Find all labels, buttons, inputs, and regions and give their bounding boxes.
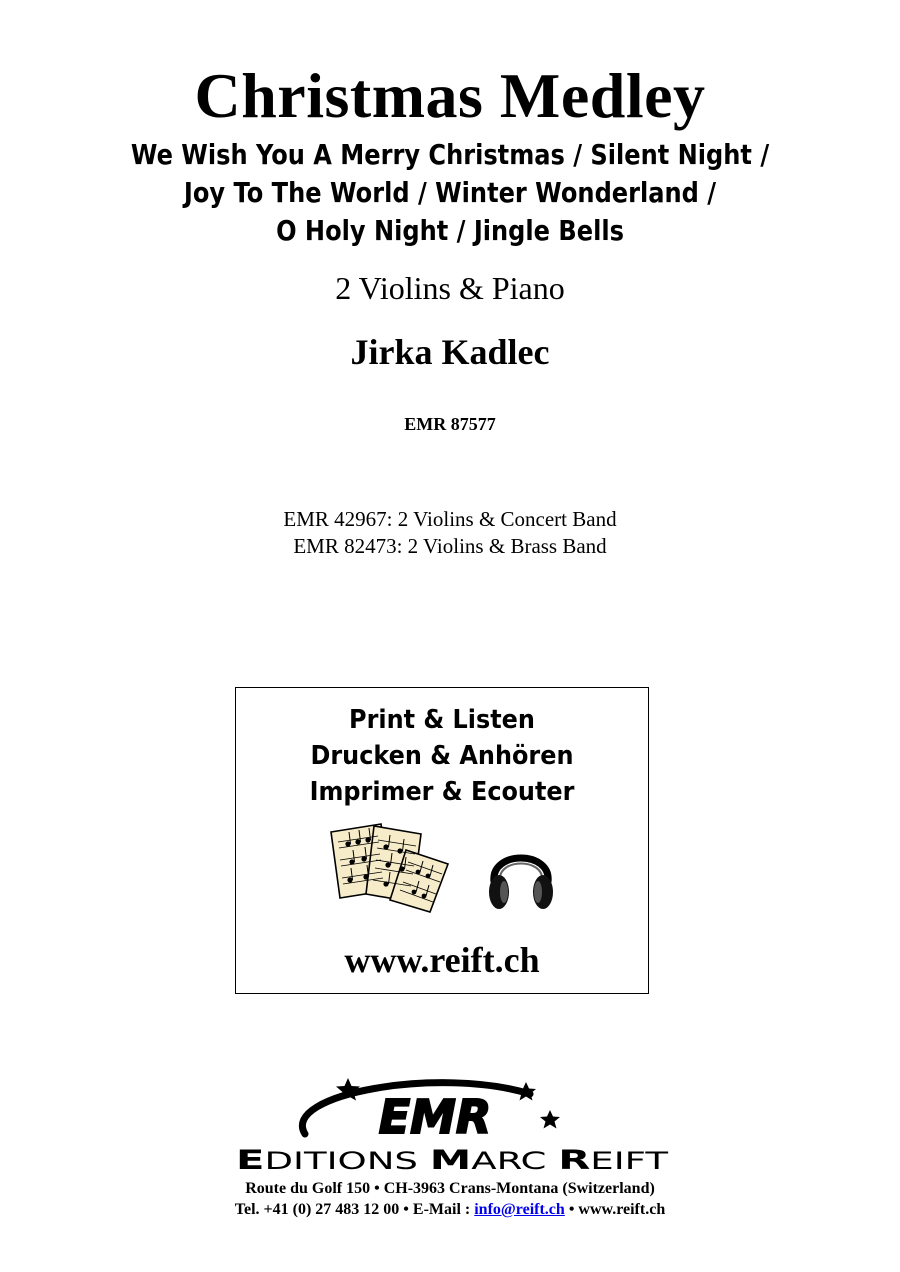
publisher-contact — [0, 1178, 900, 1220]
publisher-address: Route du Golf 150 • CH-3963 Crans-Montana (Switzerland) — [245, 1180, 655, 1197]
sheet-music-icon — [326, 820, 456, 915]
phone-text: Tel. +41 (0) 27 483 12 00 • E-Mail : — [234, 1201, 475, 1218]
subtitle-line: We Wish You A Merry Christmas / Silent Night / — [130, 138, 770, 171]
publisher-name: E DITIONS M ARC R EIFT — [236, 1145, 641, 1172]
medley-subtitle — [63, 136, 837, 250]
promo-line: Print & Listen — [349, 705, 535, 735]
version-line: EMR 82473: 2 Violins & Brass Band — [293, 534, 607, 558]
promo-lines — [252, 702, 631, 810]
headphones-icon — [486, 836, 556, 916]
promo-line: Drucken & Anhören — [310, 741, 574, 771]
website-url[interactable]: www.reift.ch — [344, 940, 540, 980]
contact-line — [0, 1199, 900, 1220]
catalog-number: EMR 87577 — [404, 414, 496, 434]
logo-text: EMR — [378, 1090, 492, 1144]
subtitle-line: Joy To The World / Winter Wonderland / — [183, 176, 717, 209]
other-versions — [0, 506, 900, 560]
version-line: EMR 42967: 2 Violins & Concert Band — [283, 507, 617, 531]
score-title: Christmas Medley — [194, 60, 706, 131]
composer-name: Jirka Kadlec — [350, 332, 550, 372]
print-listen-box — [235, 687, 649, 994]
instrumentation: 2 Violins & Piano — [335, 270, 565, 306]
emr-logo — [230, 1072, 675, 1172]
subtitle-line: O Holy Night / Jingle Bells — [276, 214, 624, 247]
email-link[interactable]: info@reift.ch — [474, 1201, 565, 1218]
promo-line: Imprimer & Ecouter — [309, 777, 575, 807]
website-text: • www.reift.ch — [564, 1201, 666, 1218]
